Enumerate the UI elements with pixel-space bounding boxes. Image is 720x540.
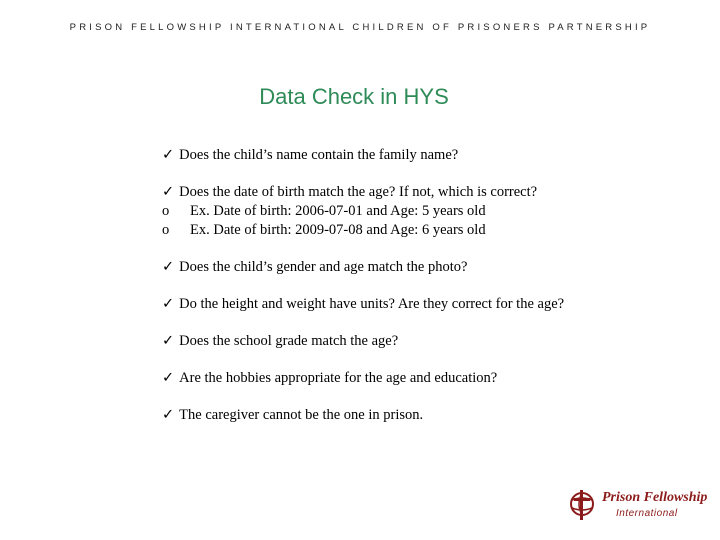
circle-bullet-icon: o [162, 203, 170, 219]
checkmark-icon: ✓ [162, 147, 175, 163]
checklist-item [162, 258, 582, 277]
checkmark-icon: ✓ [162, 370, 175, 386]
checklist-item-text: Does the child’s gender and age match the photo? [179, 259, 468, 275]
globe-cross-icon [568, 488, 598, 524]
logo-subname: International [616, 508, 678, 519]
sub-item [162, 221, 582, 240]
checkmark-icon: ✓ [162, 184, 175, 200]
checklist-item [162, 146, 582, 165]
checkmark-icon: ✓ [162, 333, 175, 349]
sub-item-text: Ex. Date of birth: 2006-07-01 and Age: 5 years old [190, 203, 486, 219]
checklist-item [162, 183, 582, 240]
header-banner: PRISON FELLOWSHIP INTERNATIONAL CHILDREN OF PRISONERS PARTNERSHIP [69, 22, 651, 33]
checklist-item-text: Does the date of birth match the age? If not, which is correct? [179, 184, 538, 200]
checklist-item-text: Do the height and weight have units? Are they correct for the age? [179, 296, 565, 312]
checklist-item [162, 332, 582, 351]
checkmark-icon: ✓ [162, 259, 175, 275]
checklist-item-text: Are the hobbies appropriate for the age and education? [179, 370, 498, 386]
checklist-item-text: Does the child’s name contain the family name? [179, 147, 459, 163]
sub-item-text: Ex. Date of birth: 2009-07-08 and Age: 6 years old [190, 222, 486, 238]
checkmark-icon: ✓ [162, 296, 175, 312]
circle-bullet-icon: o [162, 222, 170, 238]
prison-fellowship-logo [568, 486, 708, 526]
checklist [162, 146, 582, 443]
sub-item [162, 202, 582, 221]
checklist-item-text: The caregiver cannot be the one in prison. [179, 407, 424, 423]
page-title: Data Check in HYS [259, 84, 449, 109]
checklist-item [162, 295, 582, 314]
checklist-item [162, 406, 582, 425]
logo-name: Prison Fellowship [602, 490, 708, 505]
checklist-item-text: Does the school grade match the age? [179, 333, 399, 349]
checkmark-icon: ✓ [162, 407, 175, 423]
checklist-item [162, 369, 582, 388]
